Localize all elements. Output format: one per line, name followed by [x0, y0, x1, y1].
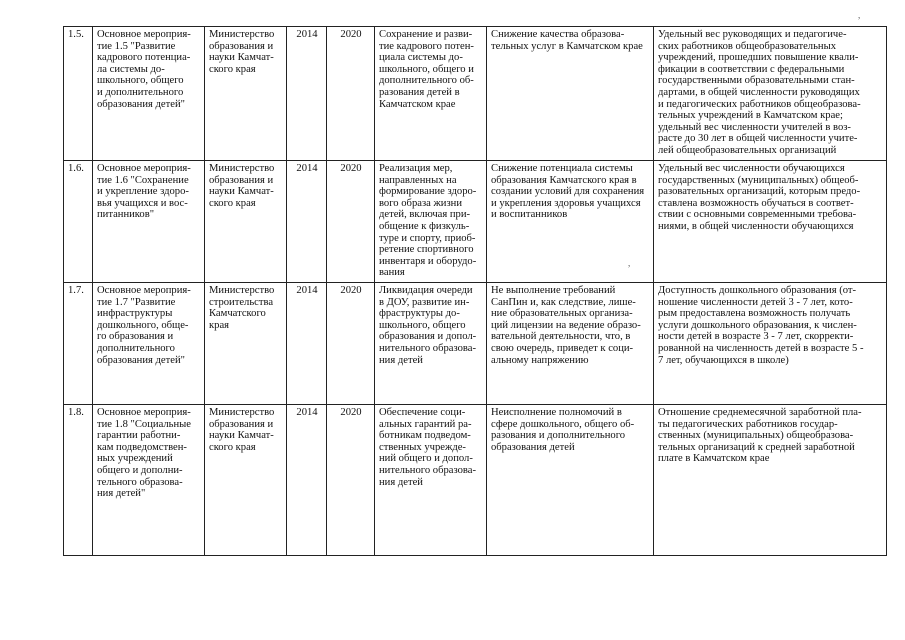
non-implementation-consequence: Снижение качества образова- тельных услуг в Камчатском крае — [487, 27, 654, 161]
activity-title: Основное мероприя- тие 1.5 "Развитие кадрового потенциа- ла системы до- школьного, общего и дополнительного образования детей" — [93, 27, 205, 161]
related-indicator: Удельный вес руководящих и педагогиче- ских работников общеобразовательных учреждений, прошедших повышение квали- фикации в соответствии с федеральными государственными образовательными стан- дартами, в общей численности руководящих и педагогических работников общеобразова- тельных учреждений в Камчатском крае; удельный вес численности учителей в воз- расте до 30 лет в общей численности учите- лей общеобразовательных организаций — [654, 27, 887, 161]
start-year: 2014 — [287, 161, 327, 283]
activities-table — [63, 26, 887, 556]
row-number: 1.5. — [64, 27, 93, 161]
non-implementation-consequence: Не выполнение требований СанПин и, как следствие, лише- ние образовательных организа- ций лицензии на ведение образо- вательной деятельности, что, в свою очередь, приведет к соци- альному напряжению — [487, 283, 654, 405]
scan-artifact: , — [858, 10, 861, 20]
expected-result: Ликвидация очереди в ДОУ, развитие ин- фраструктуры до- школьного, общего образования и допол- нительного образова- ния детей — [375, 283, 487, 405]
start-year: 2014 — [287, 27, 327, 161]
activity-title: Основное мероприя- тие 1.8 "Социальные гарантии работни- кам подведомствен- ных учреждений общего и дополни- тельного образова- ния детей" — [93, 405, 205, 556]
end-year: 2020 — [327, 283, 375, 405]
end-year: 2020 — [327, 27, 375, 161]
expected-result: Сохранение и разви- тие кадрового потен- циала системы до- школьного, общего и дополнительного об- разования детей в Камчатском крае — [375, 27, 487, 161]
scan-artifact: , — [628, 258, 631, 268]
related-indicator: Доступность дошкольного образования (от- ношение численности детей 3 - 7 лет, кото- рым предоставлена возможность получать услуги дошкольного образования, к числен- ности детей в возрасте 3 - 7 лет, скорректи- рованной на численность детей в возрасте 5 - 7 лет, обучающихся в школе) — [654, 283, 887, 405]
related-indicator: Удельный вес численности обучающихся государственных (муниципальных) общеоб- разовательных организаций, которым предо- ставлена возможность обучаться в соответ- ствии с основными современными требова- ниями, в общей численности обучающихся — [654, 161, 887, 283]
table-row — [64, 27, 887, 161]
table-row — [64, 405, 887, 556]
row-number: 1.8. — [64, 405, 93, 556]
activity-title: Основное мероприя- тие 1.6 "Сохранение и укрепление здоро- вья учащихся и вос- питанников" — [93, 161, 205, 283]
executor: Министерство образования и науки Камчат- ского края — [205, 405, 287, 556]
start-year: 2014 — [287, 283, 327, 405]
expected-result: Обеспечение соци- альных гарантий ра- ботникам подведом- ственных учрежде- ний общего и допол- нительного образова- ния детей — [375, 405, 487, 556]
executor: Министерство образования и науки Камчат- ского края — [205, 161, 287, 283]
end-year: 2020 — [327, 405, 375, 556]
end-year: 2020 — [327, 161, 375, 283]
table-row — [64, 283, 887, 405]
start-year: 2014 — [287, 405, 327, 556]
activity-title: Основное мероприя- тие 1.7 "Развитие инфраструктуры дошкольного, обще- го образования и дополнительного образования детей" — [93, 283, 205, 405]
table-row — [64, 161, 887, 283]
non-implementation-consequence: Неисполнение полномочий в сфере дошкольного, общего об- разования и дополнительного образования детей — [487, 405, 654, 556]
expected-result: Реализация мер, направленных на формирование здоро- вого образа жизни детей, включая при- общение к физкуль- туре и спорту, приоб- ретение спортивного инвентаря и оборудо- вания — [375, 161, 487, 283]
executor: Министерство строительства Камчатского края — [205, 283, 287, 405]
executor: Министерство образования и науки Камчат- ского края — [205, 27, 287, 161]
row-number: 1.6. — [64, 161, 93, 283]
row-number: 1.7. — [64, 283, 93, 405]
related-indicator: Отношение среднемесячной заработной пла- ты педагогических работников государ- ственных (муниципальных) общеобразова- тельных организаций к средней заработной плате в Камчатском крае — [654, 405, 887, 556]
non-implementation-consequence: Снижение потенциала системы образования Камчатского края в создании условий для сохранения и укрепления здоровья учащихся и воспитанников — [487, 161, 654, 283]
